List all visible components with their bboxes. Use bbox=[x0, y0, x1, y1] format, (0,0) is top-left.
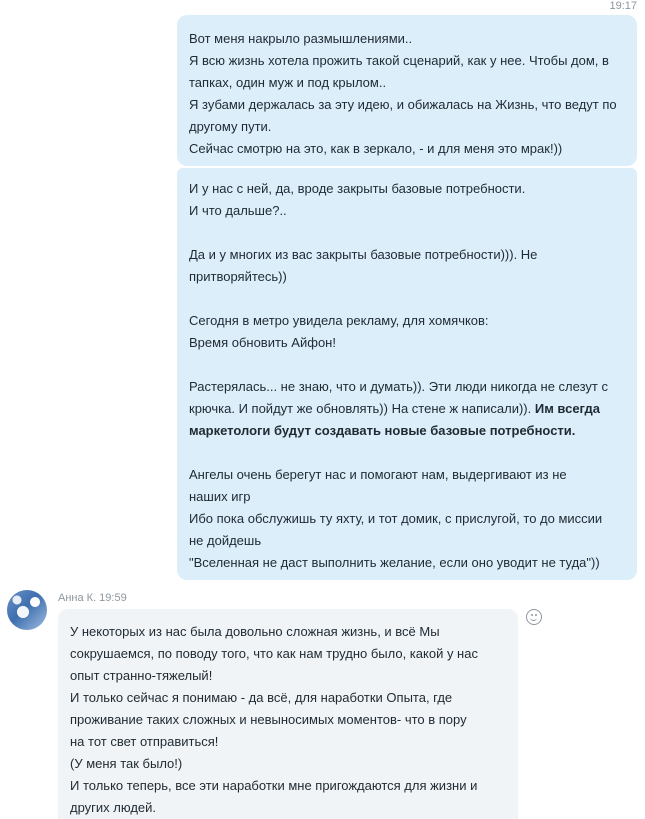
message-line: тапках, один муж и под крылом.. bbox=[189, 75, 387, 90]
message-line: проживание таких сложных и невыносимых моментов- что в пору bbox=[70, 712, 467, 727]
message-line: опыт странно-тяжелый! bbox=[70, 668, 213, 683]
message-line: И у нас с ней, да, вроде закрыты базовые потребности. bbox=[189, 181, 526, 196]
message-line: И что дальше?.. bbox=[189, 203, 287, 218]
message-line: И только теперь, все эти наработки мне пригождаются для жизни и bbox=[70, 778, 478, 793]
message-line: Да и у многих из вас закрыты базовые потребности))). Не bbox=[189, 247, 538, 262]
message-line: Я всю жизнь хотела прожить такой сценарий, как у нее. Чтобы дом, в bbox=[189, 53, 609, 68]
message-line: другому пути. bbox=[189, 119, 272, 134]
sender-name-time: Анна К. 19:59 bbox=[58, 592, 127, 604]
outgoing-message-1[interactable] bbox=[177, 15, 637, 166]
message-line: Сегодня в метро увидела рекламу, для хомячков: bbox=[189, 313, 489, 328]
message-line: наших игр bbox=[189, 489, 251, 504]
message-line: Я зубами держалась за эту идею, и обижалась на Жизнь, что ведут по bbox=[189, 97, 617, 112]
emoji-smile-icon[interactable] bbox=[526, 609, 542, 625]
message-line: Время обновить Айфон! bbox=[189, 335, 336, 350]
message-line: Вот меня накрыло размышлениями.. bbox=[189, 31, 413, 46]
message-time: 19:17 bbox=[609, 0, 637, 12]
message-line: У некоторых из нас была довольно сложная жизнь, и всё Мы bbox=[70, 624, 440, 639]
message-line: Сейчас смотрю на это, как в зеркало, - и для меня это мрак!)) bbox=[189, 141, 563, 156]
message-line: на тот свет отправиться! bbox=[70, 734, 219, 749]
message-line: Растерялась... не знаю, что и думать)). Эти люди никогда не слезут с bbox=[189, 379, 608, 394]
message-line: других людей. bbox=[70, 800, 157, 815]
avatar[interactable] bbox=[7, 590, 47, 630]
message-line: "Вселенная не даст выполнить желание, если оно уводит не туда")) bbox=[189, 555, 600, 570]
message-line: Ангелы очень берегут нас и помогают нам, выдергивают из не bbox=[189, 467, 567, 482]
message-bold-line: маркетологи будут создавать новые базовые потребности. bbox=[189, 423, 576, 438]
message-line: не дойдешь bbox=[189, 533, 262, 548]
message-line: (У меня так было!) bbox=[70, 756, 183, 771]
message-line bbox=[189, 398, 624, 420]
message-line: притворяйтесь)) bbox=[189, 269, 287, 284]
message-line: Ибо пока обслужишь ту яхту, и тот домик, с прислугой, то до миссии bbox=[189, 511, 603, 526]
message-text: крючка. И пойдут же обновлять)) На стене ж написали)). bbox=[189, 401, 535, 416]
message-line: И только сейчас я понимаю - да всё, для наработки Опыта, где bbox=[70, 690, 453, 705]
message-line: сокрушаемся, по поводу того, что как нам трудно было, какой у нас bbox=[70, 646, 478, 661]
incoming-message[interactable] bbox=[58, 609, 518, 819]
message-bold-text: Им всегда bbox=[534, 401, 600, 416]
outgoing-message-2[interactable] bbox=[177, 168, 637, 580]
